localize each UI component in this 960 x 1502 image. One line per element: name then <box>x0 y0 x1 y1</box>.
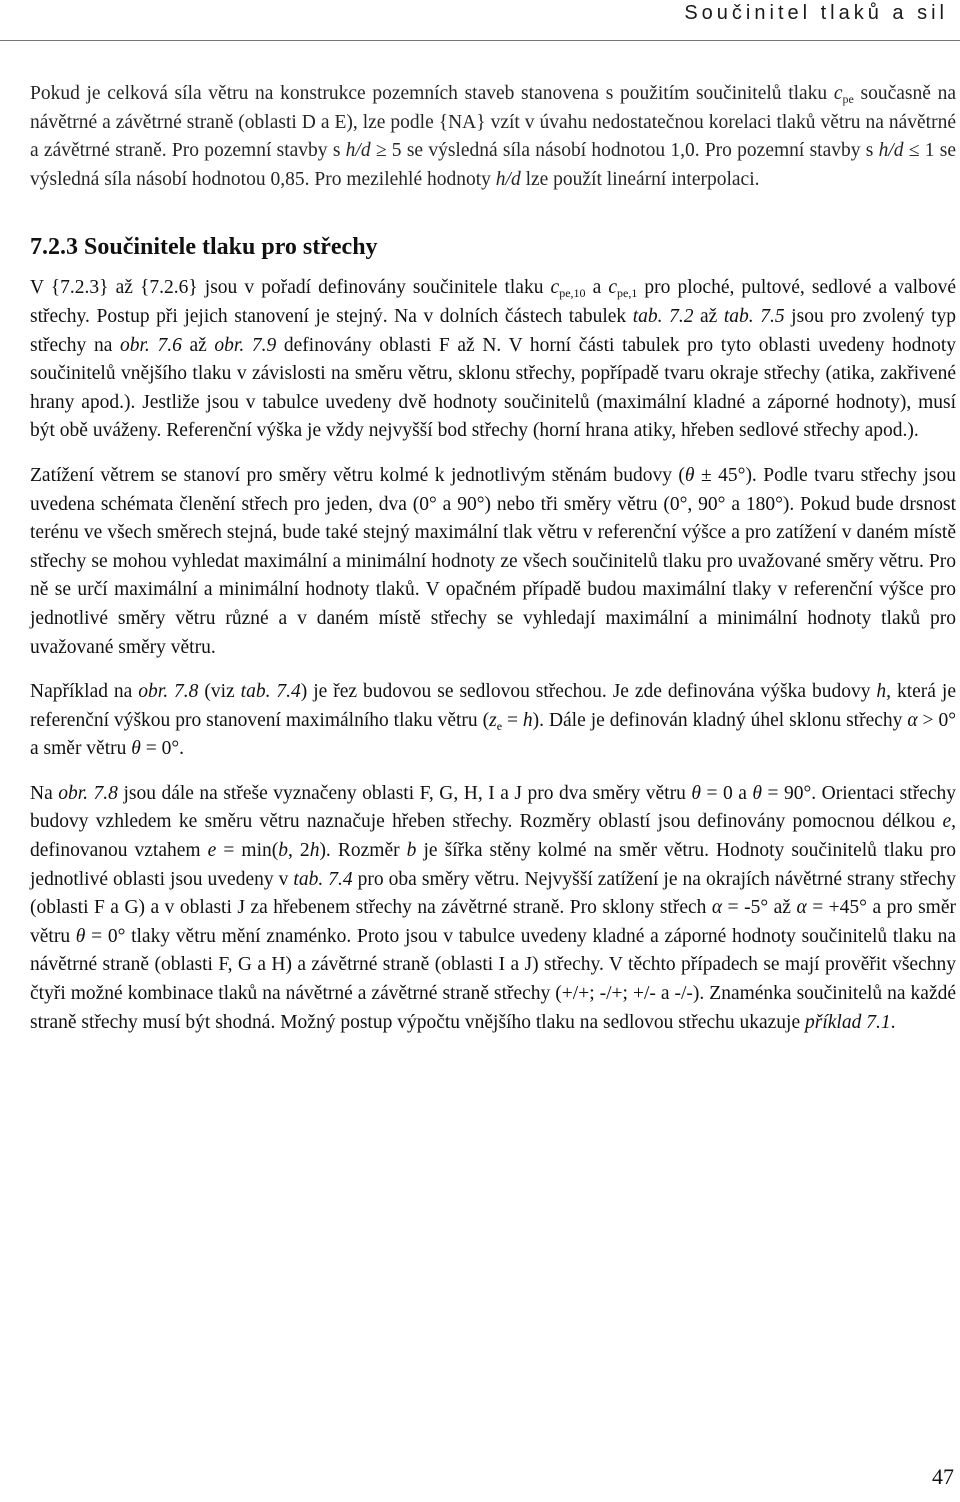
symbol-theta: θ <box>75 925 86 947</box>
text: pro ploché, pultové, sedlové a valbové střechy. Postup při jejich stanovení je stejný. Na v dolních částech tabulek <box>30 277 956 327</box>
symbol-z: z <box>489 709 497 731</box>
page-number: 47 <box>932 1464 954 1489</box>
text: Zatížení větrem se stanoví pro směry větru kolmé k jednotlivým stěnám budovy ( <box>30 464 685 486</box>
text: , která je referenční výškou pro stanovení maximálního tlaku větru ( <box>30 681 956 731</box>
table-reference: tab. 7.5 <box>723 305 785 327</box>
text: Pokud je celková síla větru na konstrukce pozemních staveb stanovena s použitím součinitelů tlaku <box>30 83 834 104</box>
text: Na <box>30 782 59 804</box>
text: . <box>890 1011 896 1033</box>
text: ≤ 1 se výsledná síla násobí hodnotou 0,85. Pro mezilehlé hodnoty <box>30 140 957 190</box>
text: Například na <box>30 681 139 703</box>
text: ). Rozměr <box>319 840 407 862</box>
symbol-c: c <box>608 277 618 299</box>
example-reference: příklad 7.1 <box>804 1011 891 1033</box>
text: jsou pro zvolený typ střechy na <box>30 305 957 356</box>
symbol-c: c <box>833 83 843 104</box>
symbol-theta: θ <box>684 464 695 486</box>
table-reference: tab. 7.4 <box>240 681 301 703</box>
text: = +45° a pro směr větru <box>30 897 956 947</box>
symbol-e: e <box>207 840 217 862</box>
symbol-alpha: α <box>796 897 807 919</box>
figure-reference: obr. 7.8 <box>58 782 118 804</box>
intro-paragraph <box>30 80 956 194</box>
symbol-hd: h/d <box>878 140 904 162</box>
text: = 0° tlaky větru mění znaménko. Proto jsou v tabulce uvedeny kladné a záporné hodnoty součinitelů tlaku na návětrné straně (oblasti F, G a H) a závětrné straně (oblasti I a J) střechy. V těchto případech se mají prověřit všechny čtyři možné kombinace tlaků na návětrné a závětrné straně střechy (+/+; -/+; +/- a -/-). Znaménka součinitelů na každé straně střechy musí být shodná. Možný postup výpočtu vnějšího tlaku na sedlovou střechu ukazuje <box>30 925 956 1033</box>
subscript: pe,1 <box>617 286 638 301</box>
text: > 0° a směr větru <box>30 709 956 760</box>
text: ≥ 5 se výsledná síla násobí hodnotou 1,0. Pro pozemní stavby s <box>370 140 879 162</box>
symbol-hd: h/d <box>495 168 521 190</box>
paragraph-wind-directions <box>30 462 956 662</box>
text: až <box>693 305 724 327</box>
text: = -5° až <box>722 897 797 919</box>
subscript: pe <box>842 92 854 106</box>
text: a <box>585 277 609 299</box>
table-reference: tab. 7.2 <box>632 305 694 327</box>
subscript: e <box>496 718 503 733</box>
figure-reference: obr. 7.6 <box>120 334 182 356</box>
text: = 0 a <box>700 782 753 804</box>
page-content <box>30 80 956 1037</box>
text: (viz <box>198 681 241 703</box>
symbol-h: h <box>309 840 320 862</box>
running-header: Součinitel tlaků a sil <box>684 2 948 24</box>
symbol-b: b <box>406 840 417 862</box>
text: = 0°. <box>140 738 185 760</box>
symbol-e: e <box>942 811 952 833</box>
figure-reference: obr. 7.9 <box>214 334 277 356</box>
symbol-theta: θ <box>752 782 762 804</box>
paragraph-example-section <box>30 678 956 764</box>
text: pro oba směry větru. Nejvyšší zatížení je na okrajích návětrné strany střechy (oblasti F a G) a v oblasti J za hřebenem střechy na závětrné straně. Pro sklony střech <box>30 868 957 919</box>
symbol-hd: h/d <box>345 140 371 162</box>
symbol-b: b <box>278 840 288 862</box>
text: jsou dále na střeše vyznačeny oblasti F, G, H, I a J pro dva směry větru <box>117 782 692 804</box>
paragraph-roof-coefficients <box>30 274 956 446</box>
symbol-c: c <box>550 277 560 299</box>
section-heading: 7.2.3 Součinitele tlaku pro střechy <box>30 234 378 261</box>
text: = min( <box>216 840 279 862</box>
figure-reference: obr. 7.8 <box>138 681 199 703</box>
text: , 2 <box>288 840 310 862</box>
symbol-theta: θ <box>131 738 141 760</box>
text: lze použít lineární interpolaci. <box>520 168 760 190</box>
text: současně na návětrné a závětrné straně (oblasti D a E), lze podle {NA} vzít v úvahu nedostatečnou korelaci tlaků větru na návětrné a závětrné straně. Pro pozemní stavby s <box>30 83 956 162</box>
table-reference: tab. 7.4 <box>293 868 353 890</box>
text: = 90°. Orientaci střechy budovy vzhledem ke směru větru naznačuje hřeben střechy. Rozměry oblastí jsou definovány pomocnou délkou <box>30 782 956 833</box>
text: V {7.2.3} až {7.2.6} jsou v pořadí definovány součinitele tlaku <box>30 277 551 299</box>
symbol-theta: θ <box>691 782 701 804</box>
text: definovány oblasti F až N. V horní části tabulek pro tyto oblasti uvedeny hodnoty součinitelů vnějšího tlaku v závislosti na směru větru, sklonu střechy, popřípadě tvaru okraje střechy (atika, zakřivené hrany apod.). Jestliže jsou v tabulce uvedeny dvě hodnoty součinitelů (maximální kladné a záporné hodnoty), musí být obě uváženy. Referenční výška je vždy nejvyšší bod střechy (horní hrana atiky, hřeben sedlové střechy apod.). <box>30 334 956 442</box>
symbol-h: h <box>522 709 533 731</box>
symbol-alpha: α <box>907 709 918 731</box>
text: , definovanou vztahem <box>30 811 956 862</box>
paragraph-roof-zones <box>30 780 956 1037</box>
subscript: pe,10 <box>559 286 586 301</box>
text: ). Dále je definován kladný úhel sklonu střechy <box>532 709 908 731</box>
text: ± 45°). Podle tvaru střechy jsou uvedena schémata členění střech pro jeden, dva (0° a 90°) nebo tři směry větru (0°, 90° a 180°). Pokud bude drsnost terénu ve všech směrech stejná, bude také stejný maximální tlak větru v referenční výšce a pro zatížení v daném místě střechy se mohou vyhledat maximální a minimální hodnoty ze všech součinitelů tlaku pro uvažované směry větru. Pro ně se určí maximální a minimální hodnoty tlaků. V opačném případě budou maximální tlaky v referenční výšce pro jednotlivé směry větru různé a v daném místě střechy se vyhledají maximální a minimální hodnoty tlaků pro uvažované směry větru. <box>30 464 956 658</box>
symbol-alpha: α <box>711 897 723 919</box>
symbol-h: h <box>876 681 887 703</box>
text: až <box>181 334 215 356</box>
text: ) je řez budovou se sedlovou střechou. Je zde definována výška budovy <box>300 681 877 703</box>
text: = <box>502 709 523 731</box>
header-rule <box>0 40 960 41</box>
text: je šířka stěny kolmé na směr větru. Hodnoty součinitelů tlaku pro jednotlivé oblasti jsou uvedeny v <box>30 840 956 890</box>
